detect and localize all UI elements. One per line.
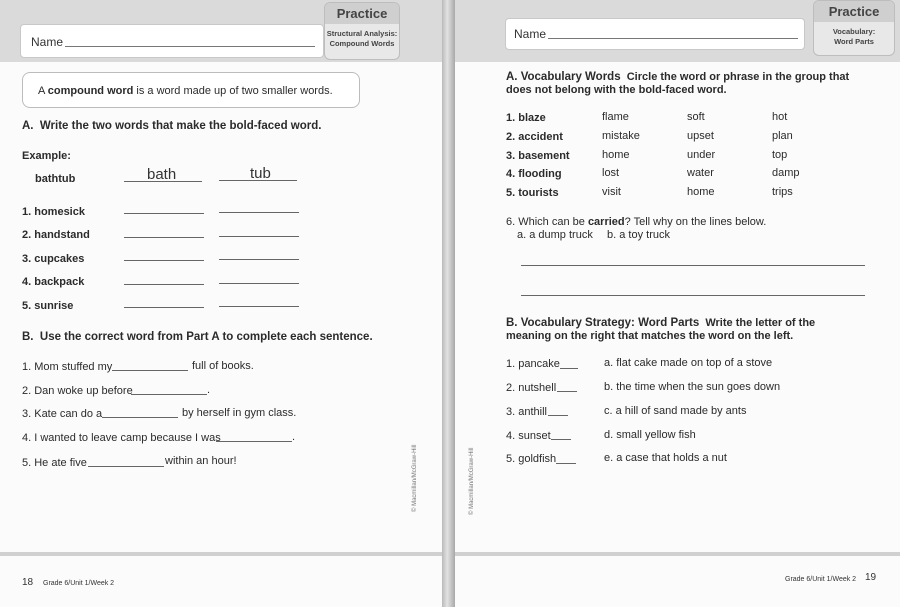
left-footer-rule: [0, 552, 442, 556]
vocab-option-5-2[interactable]: home: [687, 186, 715, 198]
part-b-blank-3[interactable]: [102, 417, 178, 418]
match-blank-4[interactable]: [551, 439, 571, 440]
vocab-option-5-3[interactable]: trips: [772, 186, 793, 198]
part-a-answer-3b[interactable]: [219, 259, 299, 260]
definition-text: A compound word is a word made up of two smaller words.: [38, 85, 333, 97]
match-meaning-5: e. a case that holds a nut: [604, 452, 727, 464]
vocab-option-4-3[interactable]: damp: [772, 167, 800, 179]
example-word: bathtub: [35, 173, 76, 185]
part-b-sentence-2-start: 2. Dan woke up before: [22, 385, 133, 397]
left-copyright: © Macmillan/McGraw-Hill: [412, 444, 418, 512]
part-a-answer-4b[interactable]: [219, 283, 299, 284]
right-copyright: © Macmillan/McGraw-Hill: [469, 447, 475, 515]
left-name-box: [20, 24, 324, 58]
example-line-2: [219, 180, 297, 181]
right-practice-tab: [813, 0, 895, 56]
part-b-instruction: B. Use the correct word from Part A to complete each sentence.: [22, 331, 373, 343]
left-name-label: Name: [31, 35, 64, 49]
vocab-option-3-3[interactable]: top: [772, 149, 788, 161]
part-b-sentence-4-start: 4. I wanted to leave camp because I was: [22, 432, 221, 444]
question-6-answer-line-2[interactable]: [521, 295, 865, 296]
left-page: [0, 0, 442, 607]
vocab-heading: A. Vocabulary Words: [506, 71, 621, 83]
vocab-word-4: 4. flooding: [506, 168, 562, 180]
strategy-instruction-line-1: B. Vocabulary Strategy: Word Parts Write the letter of the: [506, 317, 816, 329]
question-6-option-a: a. a dump truck: [517, 229, 593, 241]
example-label: Example:: [22, 150, 71, 162]
part-a-answer-3a[interactable]: [124, 260, 204, 261]
part-b-blank-1[interactable]: [112, 370, 188, 371]
vocab-option-5-1[interactable]: visit: [602, 186, 621, 198]
strategy-heading: B. Vocabulary Strategy: Word Parts: [506, 317, 700, 329]
match-meaning-2: b. the time when the sun goes down: [604, 381, 781, 393]
match-meaning-1: a. flat cake made on top of a stove: [604, 357, 773, 369]
vocab-option-2-3[interactable]: plan: [772, 130, 793, 142]
right-name-field[interactable]: [548, 38, 798, 39]
part-b-sentence-1-start: 1. Mom stuffed my: [22, 361, 113, 373]
book-gutter: [442, 0, 455, 607]
vocab-word-5: 5. tourists: [506, 187, 559, 199]
definition-term: compound word: [47, 85, 134, 97]
part-b-sentence-3-start: 3. Kate can do a: [22, 408, 103, 420]
match-meaning-3: c. a hill of sand made by ants: [604, 405, 747, 417]
match-blank-5[interactable]: [556, 463, 576, 464]
vocab-option-4-2[interactable]: water: [687, 167, 714, 179]
match-word-5: 5. goldfish: [506, 453, 557, 465]
right-page-number: 19: [865, 572, 877, 583]
part-a-item-3: 3. cupcakes: [22, 253, 85, 265]
part-b-blank-5[interactable]: [88, 466, 164, 467]
example-answer-2: tub: [250, 165, 271, 182]
part-b-sentence-4-end: .: [292, 431, 296, 443]
example-answer-1: bath: [147, 166, 177, 183]
match-blank-2[interactable]: [557, 391, 577, 392]
vocab-option-1-3[interactable]: hot: [772, 111, 788, 123]
right-tab-subtitle-1: Vocabulary:: [832, 27, 876, 36]
right-tab-subtitle-2: Word Parts: [834, 37, 874, 46]
definition-callout: [22, 72, 360, 108]
left-tab-subtitle-1: Structural Analysis:: [326, 29, 398, 38]
part-b-sentence-3-end: by herself in gym class.: [182, 407, 297, 419]
part-a-answer-1b[interactable]: [219, 212, 299, 213]
part-a-item-1: 1. homesick: [22, 206, 85, 218]
right-name-label: Name: [514, 27, 547, 41]
match-meaning-4: d. small yellow fish: [604, 429, 696, 441]
right-tab-title: Practice: [814, 1, 894, 22]
vocab-option-3-2[interactable]: under: [687, 149, 716, 161]
vocab-instruction-line-1: A. Vocabulary Words Circle the word or phrase in the group that: [506, 71, 850, 83]
part-a-item-4: 4. backpack: [22, 276, 85, 288]
question-6-answer-line-1[interactable]: [521, 265, 865, 266]
vocab-instruction-line-2: does not belong with the bold-faced word.: [506, 84, 727, 96]
vocab-option-1-2[interactable]: soft: [687, 111, 705, 123]
part-b-sentence-1-end: full of books.: [192, 360, 254, 372]
left-footer-text: Grade 6/Unit 1/Week 2: [43, 580, 115, 587]
left-name-field[interactable]: [65, 46, 315, 47]
part-b-sentence-2-end: .: [207, 384, 211, 396]
vocab-word-2: 2. accident: [506, 131, 563, 143]
left-practice-tab: [324, 2, 400, 60]
part-a-answer-1a[interactable]: [124, 213, 204, 214]
vocab-word-1: 1. blaze: [506, 112, 546, 124]
match-word-4: 4. sunset: [506, 430, 551, 442]
left-tab-title: Practice: [325, 3, 399, 24]
vocab-option-1-1[interactable]: flame: [602, 111, 629, 123]
right-footer-rule: [455, 552, 900, 556]
question-6-option-b: b. a toy truck: [607, 229, 670, 241]
part-a-answer-4a[interactable]: [124, 284, 204, 285]
question-6: 6. Which can be carried? Tell why on the lines below.: [506, 216, 767, 228]
right-page: [455, 0, 900, 607]
match-word-2: 2. nutshell: [506, 382, 557, 394]
part-b-blank-2[interactable]: [131, 394, 207, 395]
part-b-blank-4[interactable]: [216, 441, 292, 442]
part-a-answer-2b[interactable]: [219, 236, 299, 237]
match-blank-1[interactable]: [560, 368, 578, 369]
vocab-option-2-2[interactable]: upset: [687, 130, 714, 142]
strategy-instruction-line-2: meaning on the right that matches the word on the left.: [506, 330, 794, 342]
example-line-1: [124, 181, 202, 182]
part-a-answer-5a[interactable]: [124, 307, 204, 308]
vocab-option-3-1[interactable]: home: [602, 149, 630, 161]
match-word-3: 3. anthill: [506, 406, 547, 418]
vocab-option-4-1[interactable]: lost: [602, 167, 620, 179]
part-a-item-5: 5. sunrise: [22, 300, 74, 312]
right-name-box: [505, 18, 805, 50]
part-a-answer-5b[interactable]: [219, 306, 299, 307]
vocab-word-3: 3. basement: [506, 150, 570, 162]
right-footer-text: Grade 6/Unit 1/Week 2: [785, 576, 857, 583]
part-a-answer-2a[interactable]: [124, 237, 204, 238]
part-a-item-2: 2. handstand: [22, 229, 90, 241]
part-a-instruction: A. Write the two words that make the bold-faced word.: [22, 120, 322, 132]
vocab-option-2-1[interactable]: mistake: [602, 130, 640, 142]
part-b-sentence-5-start: 5. He ate five: [22, 457, 87, 469]
part-b-sentence-5-end: within an hour!: [165, 455, 237, 467]
left-tab-subtitle-2: Compound Words: [329, 39, 395, 48]
left-page-number: 18: [22, 577, 34, 588]
match-blank-3[interactable]: [548, 415, 568, 416]
match-word-1: 1. pancake: [506, 358, 560, 370]
